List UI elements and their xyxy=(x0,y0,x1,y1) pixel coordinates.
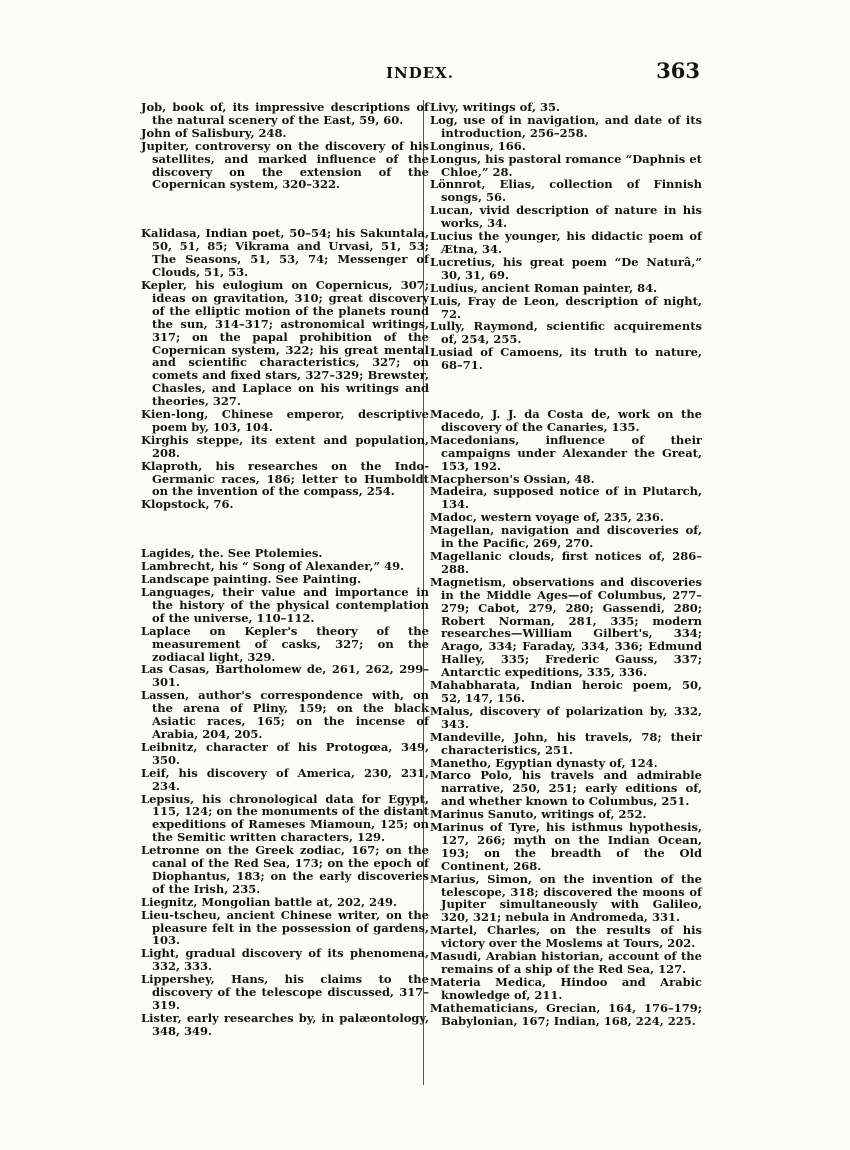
index-entry: Mandeville, John, his travels, 78; their characteristics, 251. xyxy=(430,729,702,757)
index-entry: Lucius the younger, his didactic poem of Ætna, 34. xyxy=(430,229,702,256)
index-entry: Lassen, author's correspondence with, on the arena of Pliny, 159; on the black Asiatic races, 165; on the incense of Arabia, 204, 205. xyxy=(141,688,429,741)
index-entry: Lepsius, his chronological data for Egypt, 115, 124; on the monuments of the distant expeditions of Rameses Miamoun, 125; on the Semitic written characters, 129. xyxy=(141,791,429,845)
index-entry: Marco Polo, his travels and admirable narrative, 250, 251; early editions of, and whether known to Columbus, 251. xyxy=(430,768,702,809)
index-entry: Marinus Sanuto, writings of, 252. xyxy=(430,807,647,822)
index-entry: Lagides, the. See Ptolemies. xyxy=(141,546,323,561)
index-entry: Magnetism, observations and discoveries in the Middle Ages—of Columbus, 277–279; Cabot, 279, 280; Gassendi, 280; Robert Norman, 281, 335; modern researches—William Gilbert's, 334; Arago, 334; Faraday, 334, 336; Edmund Halley, 335; Frederic Gauss, 337; Antarctic expeditions, 335, 336. xyxy=(430,574,702,680)
index-entry: Klopstock, 76. xyxy=(141,497,234,512)
index-entry: Madeira, supposed notice of in Plutarch, 134. xyxy=(430,484,702,512)
index-entry: Marius, Simon, on the invention of the telescope, 318; discovered the moons of Jupiter simultaneously with Galileo, 320, 321; nebula in Andromeda, 331. xyxy=(430,871,702,925)
index-entry: Languages, their value and importance in the history of the physical contemplation of the universe, 110–112. xyxy=(141,585,429,625)
index-entry: Job, book of, its impressive descriptions of the natural scenery of the East, 59, 60. xyxy=(141,100,429,127)
index-entry: Lippershey, Hans, his claims to the discovery of the telescope discussed, 317–319. xyxy=(141,972,429,1012)
index-entry: Livy, writings of, 35. xyxy=(430,100,560,114)
index-entry: Log, use of in navigation, and date of its introduction, 256–258. xyxy=(430,112,702,140)
index-entry: Klaproth, his researches on the Indo-Germanic races, 186; letter to Humboldt on the invention of the compass, 254. xyxy=(141,458,429,499)
index-entry: Lönnrot, Elias, collection of Finnish songs, 56. xyxy=(430,177,702,205)
running-title: INDEX. xyxy=(385,64,455,82)
index-entry: Martel, Charles, on the results of his victory over the Moslems at Tours, 202. xyxy=(430,923,702,951)
index-entry: Kepler, his eulogium on Copernicus, 307; ideas on gravitation, 310; great discovery of the elliptic motion of the planets round the sun, 314–317; astronomical writings, 317; on the papal prohibition of the Copernican system, 322; his great mental and scientific characteristics, 327; on comets and fixed stars, 327–329; Brewster, Chasles, and Laplace on his writings and theories, 327. xyxy=(141,277,429,409)
index-entry: Letronne on the Greek zodiac, 167; on the canal of the Red Sea, 173; on the epoch of Diophantus, 183; on the early discoveries of the Irish, 235. xyxy=(141,843,429,896)
index-entry: Laplace on Kepler's theory of the measurement of casks, 327; on the zodiacal light, 329. xyxy=(141,623,429,664)
index-entry: Landscape painting. See Painting. xyxy=(141,572,362,587)
index-entry: Jupiter, controversy on the discovery of his satellites, and marked influence of the discovery on the extension of the Copernican system, 320–322. xyxy=(141,138,429,192)
page-number: 363 xyxy=(656,58,700,83)
page-header xyxy=(140,58,700,88)
index-entry: Ludius, ancient Roman painter, 84. xyxy=(430,280,658,295)
index-entry: Liegnitz, Mongolian battle at, 202, 249. xyxy=(141,894,398,909)
index-entry: Lucan, vivid description of nature in his works, 34. xyxy=(430,203,702,231)
index-entry: Mahabharata, Indian heroic poem, 50, 52, 147, 156. xyxy=(430,678,702,705)
index-entry: Lambrecht, his “ Song of Alexander,” 49. xyxy=(141,559,405,574)
index-entry: Manetho, Egyptian dynasty of, 124. xyxy=(430,755,658,770)
index-entry: Lister, early researches by, in palæontology, 348, 349. xyxy=(141,1010,429,1038)
index-entry: Lully, Raymond, scientific acquirements of, 254, 255. xyxy=(430,319,702,347)
section-gap xyxy=(430,384,702,397)
index-entry: Masudi, Arabian historian, account of the remains of a ship of the Red Sea, 127. xyxy=(430,949,702,976)
index-entry: Lieu-tscheu, ancient Chinese writer, on the pleasure felt in the possession of gardens, 103. xyxy=(141,907,429,948)
index-entry: Marinus of Tyre, his isthmus hypothesis, 127, 266; myth on the Indian Ocean, 193; on the breadth of the Old Continent, 268. xyxy=(430,820,702,873)
index-entry: Malus, discovery of polarization by, 332, 343. xyxy=(430,703,702,731)
index-entry: John of Salisbury, 248. xyxy=(141,125,287,140)
index-entry: Longinus, 166. xyxy=(430,138,526,153)
index-entry: Macedo, J. J. da Costa de, work on the discovery of the Canaries, 135. xyxy=(430,407,702,434)
index-entry: Las Casas, Bartholomew de, 261, 262, 299–301. xyxy=(141,662,429,690)
index-entry: Kirghis steppe, its extent and population, 208. xyxy=(141,432,429,460)
index-entry: Mathematicians, Grecian, 164, 176–179; Babylonian, 167; Indian, 168, 224, 225. xyxy=(430,1000,702,1028)
index-entry: Magellanic clouds, first notices of, 286–288. xyxy=(430,549,702,576)
index-entry: Materia Medica, Hindoo and Arabic knowledge of, 211. xyxy=(430,974,702,1002)
index-column-right xyxy=(430,101,702,1028)
index-entry: Lucretius, his great poem “De Naturâ,” 30, 31, 69. xyxy=(430,254,702,282)
index-entry: Magellan, navigation and discoveries of, in the Pacific, 269, 270. xyxy=(430,523,702,551)
index-entry: Kalidasa, Indian poet, 50–54; his Sakuntala, 50, 51, 85; Vikrama and Urvasi, 51, 53; The Seasons, 51, 53, 74; Messenger of Clouds, 51, 53. xyxy=(141,226,429,280)
index-entry: Leif, his discovery of America, 230, 231, 234. xyxy=(141,765,429,793)
index-entry: Longus, his pastoral romance “Daphnis et Chloe,” 28. xyxy=(430,151,702,179)
index-entry: Luis, Fray de Leon, description of night, 72. xyxy=(430,293,702,321)
section-gap xyxy=(141,203,429,216)
index-entry: Lusiad of Camoens, its truth to nature, 68–71. xyxy=(430,345,702,373)
index-entry: Light, gradual discovery of its phenomena, 332, 333. xyxy=(141,946,429,974)
index-entry: Madoc, western voyage of, 235, 236. xyxy=(430,510,664,525)
index-entry: Macpherson's Ossian, 48. xyxy=(430,471,595,486)
index-entry: Kien-long, Chinese emperor, descriptive poem by, 103, 104. xyxy=(141,407,429,434)
index-entry: Macedonians, influence of their campaigns under Alexander the Great, 153, 192. xyxy=(430,432,702,473)
index-entry: Leibnitz, character of his Protogœa, 349, 350. xyxy=(141,739,429,767)
index-column-left xyxy=(141,101,429,1038)
section-gap xyxy=(141,523,429,536)
